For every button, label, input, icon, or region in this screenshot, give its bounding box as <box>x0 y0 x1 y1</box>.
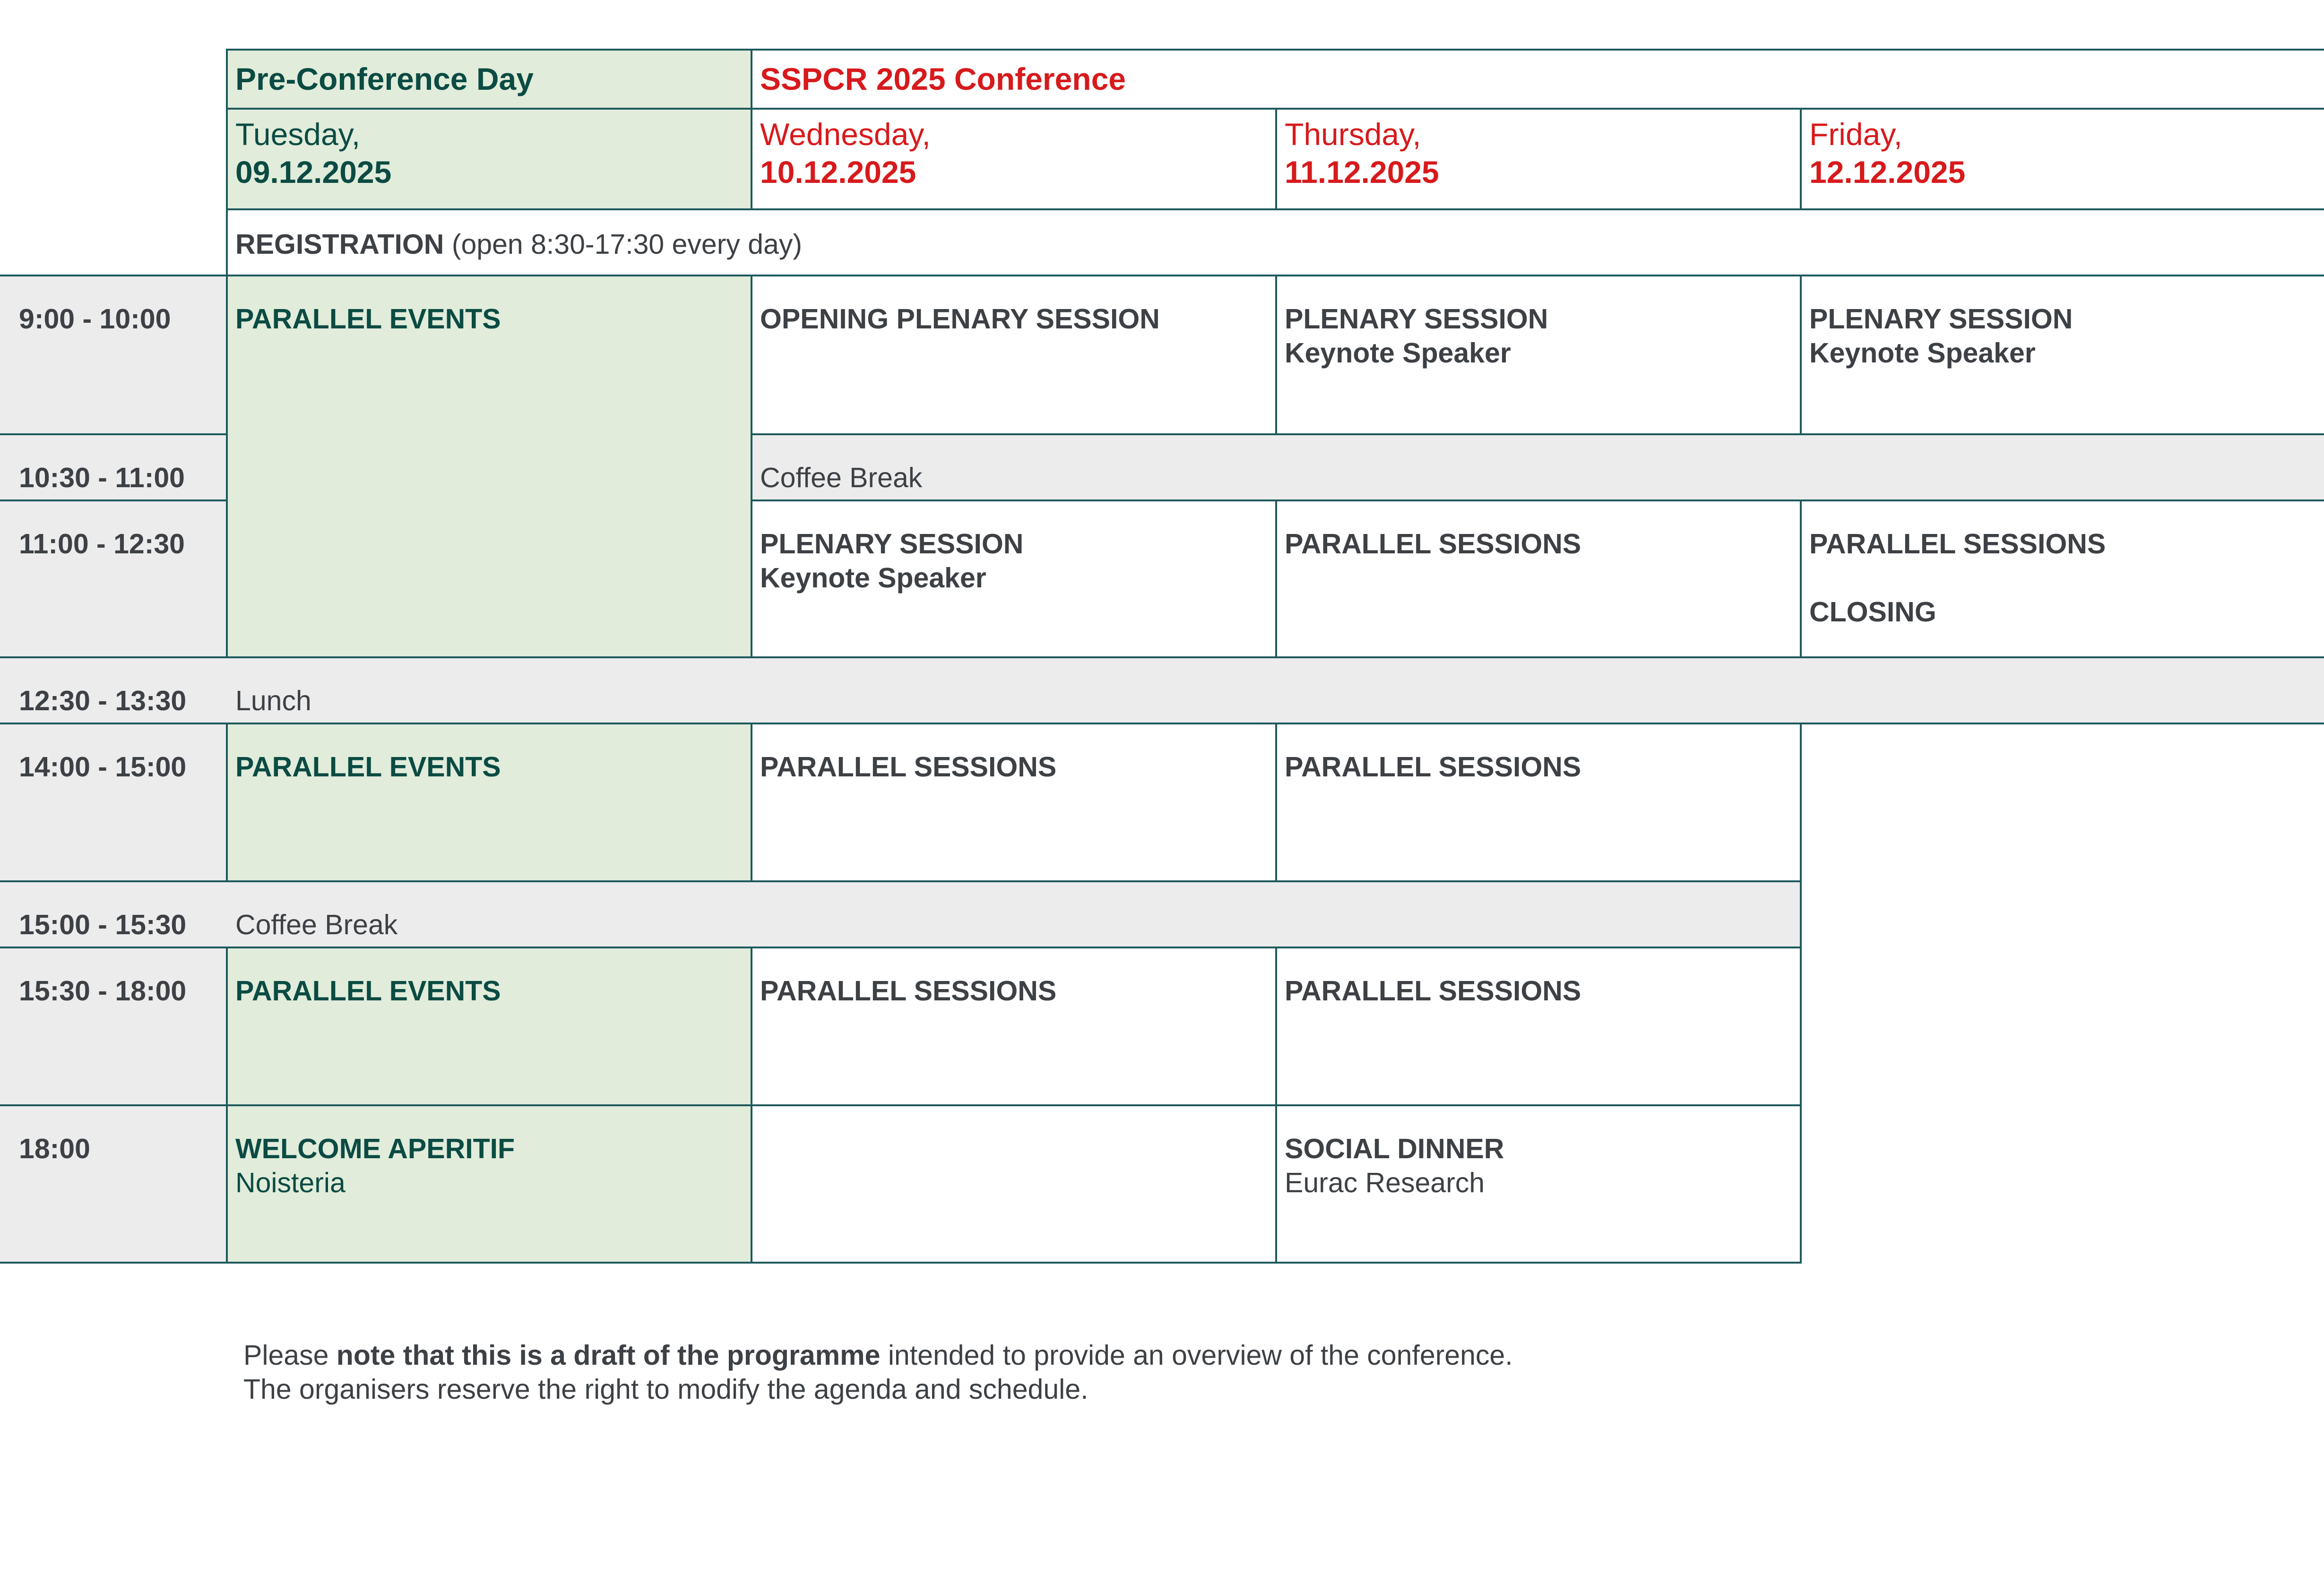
time-label: 12:30 - 13:30 <box>19 685 187 716</box>
grid-line <box>1800 108 1802 209</box>
session-subtitle: Keynote Speaker <box>1285 337 1511 369</box>
note-line-1 <box>243 1338 1513 1372</box>
session-cell <box>752 500 1276 657</box>
session-cell <box>227 947 752 1105</box>
grid-line <box>226 49 228 657</box>
date-label: 12.12.2025 <box>1809 155 1966 189</box>
session-cell <box>227 275 752 657</box>
break-label: Coffee Break <box>235 909 398 940</box>
grid-line <box>1275 947 1277 1264</box>
session-title: PARALLEL EVENTS <box>235 751 501 783</box>
date-label: 09.12.2025 <box>235 155 392 189</box>
session-title: PARALLEL EVENTS <box>235 303 501 335</box>
time-label: 14:00 - 15:00 <box>19 751 187 783</box>
session-title: PLENARY SESSION <box>1285 303 1548 335</box>
grid-line <box>0 1104 1802 1106</box>
grid-line <box>1275 723 1277 881</box>
note-text: intended to provide an overview of the conference. <box>880 1340 1513 1371</box>
session-subtitle: Keynote Speaker <box>760 562 986 594</box>
grid-line <box>226 947 228 1264</box>
time-slot <box>0 947 227 1105</box>
session-subtitle: Keynote Speaker <box>1809 337 2036 369</box>
grid-line <box>751 947 752 1264</box>
grid-line <box>752 433 2324 435</box>
session-cell <box>752 723 1276 881</box>
registration-label: REGISTRATION <box>235 229 444 260</box>
day-tuesday <box>227 109 752 209</box>
time-label: 9:00 - 10:00 <box>19 303 171 335</box>
grid-line <box>751 275 752 657</box>
registration-row <box>227 209 2324 275</box>
session-title: PLENARY SESSION <box>760 528 1024 559</box>
grid-line <box>0 723 2324 724</box>
session-cell <box>1276 1105 1801 1263</box>
time-slot <box>0 657 227 723</box>
session-title: SOCIAL DINNER <box>1285 1133 1504 1164</box>
grid-line <box>0 433 227 435</box>
session-cell <box>227 723 752 881</box>
time-label: 15:30 - 18:00 <box>19 975 187 1007</box>
session-cell <box>227 1105 752 1263</box>
weekday-label: Tuesday, <box>235 117 361 152</box>
weekday-label: Thursday, <box>1285 117 1421 152</box>
grid-line <box>227 49 2324 51</box>
session-cell <box>1276 275 1801 434</box>
session-title: PARALLEL EVENTS <box>235 975 501 1007</box>
venue-label: Eurac Research <box>1285 1167 1485 1198</box>
grid-line <box>0 1262 1802 1264</box>
session-cell <box>1801 500 2324 657</box>
weekday-label: Wednesday, <box>760 117 931 152</box>
time-slot <box>0 434 227 500</box>
session-title: PARALLEL SESSIONS <box>760 975 1057 1007</box>
session-cell <box>1276 947 1801 1105</box>
grid-line <box>1275 108 1277 209</box>
grid-line <box>1800 723 1802 1264</box>
closing-label: CLOSING <box>1809 596 1936 628</box>
time-label: 11:00 - 12:30 <box>19 528 185 559</box>
note-line-2: The organisers reserve the right to modify the agenda and schedule. <box>243 1374 1089 1405</box>
empty-cell <box>752 1105 1276 1263</box>
conference-title: SSPCR 2025 Conference <box>760 61 1126 96</box>
registration-hours: (open 8:30-17:30 every day) <box>451 229 803 260</box>
time-slot <box>0 723 227 881</box>
day-thursday <box>1276 109 1801 209</box>
grid-line <box>0 947 1802 948</box>
session-cell <box>752 275 1276 434</box>
note-emphasis: note that this is a draft of the programme <box>336 1340 881 1371</box>
venue-label: Noisteria <box>235 1167 346 1198</box>
grid-line <box>751 723 752 881</box>
session-cell <box>752 947 1276 1105</box>
weekday-label: Friday, <box>1809 117 1902 152</box>
day-friday <box>1801 109 2324 209</box>
break-label: Lunch <box>235 685 311 716</box>
grid-line <box>752 499 2324 501</box>
date-label: 10.12.2025 <box>760 155 916 189</box>
grid-line <box>1800 275 1802 434</box>
grid-line <box>0 656 2324 658</box>
time-slot <box>0 1105 227 1263</box>
grid-line <box>0 880 1802 882</box>
session-title: WELCOME APERITIF <box>235 1133 515 1164</box>
pre-conference-header <box>227 50 752 109</box>
time-label: 10:30 - 11:00 <box>19 462 185 493</box>
grid-line <box>751 49 752 209</box>
time-slot <box>0 881 227 947</box>
session-title: PARALLEL SESSIONS <box>1285 528 1581 559</box>
day-wednesday <box>752 109 1276 209</box>
session-title: PLENARY SESSION <box>1809 303 2073 335</box>
session-cell <box>1801 275 2324 434</box>
time-slot <box>0 275 227 434</box>
grid-line <box>1275 275 1277 434</box>
time-slot <box>0 500 227 657</box>
note-text: Please <box>243 1340 337 1371</box>
grid-line <box>0 499 227 501</box>
coffee-break-row <box>227 881 1801 947</box>
date-label: 11.12.2025 <box>1285 155 1439 189</box>
session-title: PARALLEL SESSIONS <box>760 751 1057 783</box>
time-label: 18:00 <box>19 1133 90 1164</box>
session-cell <box>1276 500 1801 657</box>
draft-note <box>243 1338 1513 1406</box>
session-cell <box>1276 723 1801 881</box>
coffee-break-row <box>752 434 2324 500</box>
conference-header <box>752 50 2324 109</box>
lunch-row <box>227 657 2324 723</box>
session-title: PARALLEL SESSIONS <box>1809 528 2106 559</box>
break-label: Coffee Break <box>760 462 923 493</box>
grid-line <box>1275 499 1277 657</box>
pre-conference-title: Pre-Conference Day <box>235 61 534 96</box>
grid-line <box>226 723 228 881</box>
session-title: PARALLEL SESSIONS <box>1285 751 1581 783</box>
session-title: OPENING PLENARY SESSION <box>760 303 1160 335</box>
session-title: PARALLEL SESSIONS <box>1285 975 1581 1007</box>
grid-line <box>1800 499 1802 657</box>
time-label: 15:00 - 15:30 <box>19 909 187 940</box>
grid-line <box>0 275 2324 276</box>
